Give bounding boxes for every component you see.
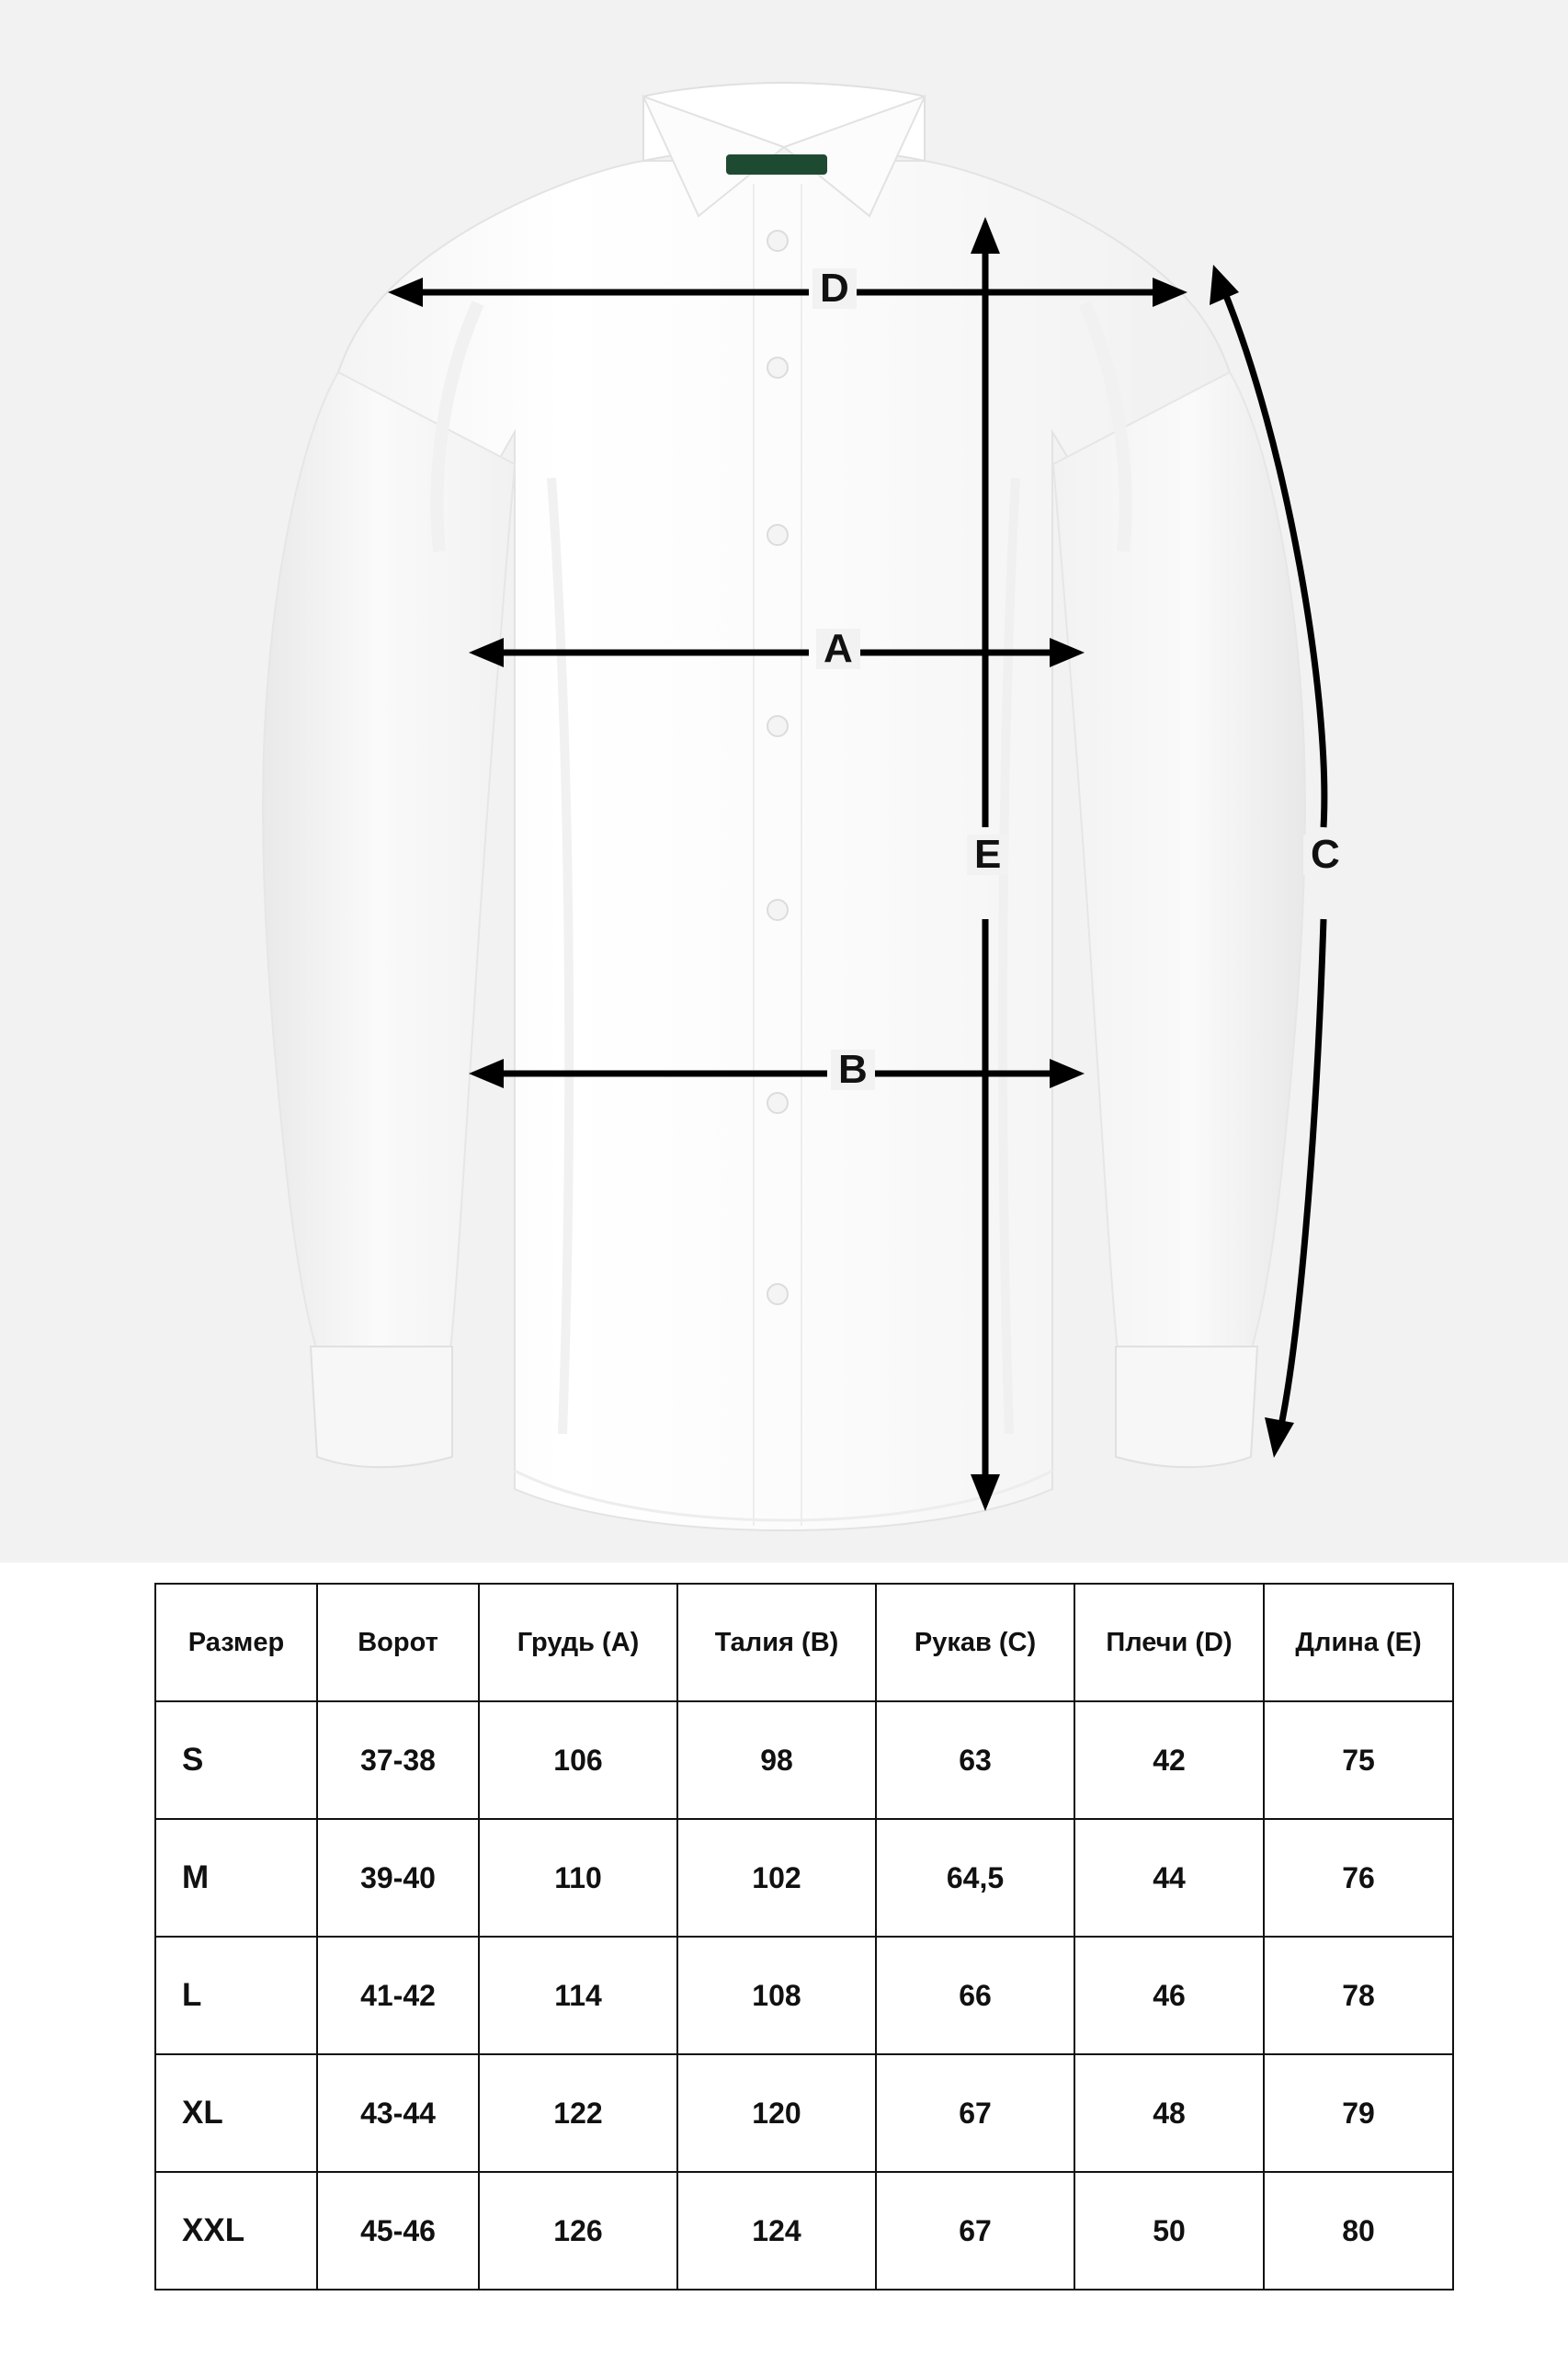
header-collar: Ворот <box>317 1584 479 1701</box>
cell-length: 75 <box>1264 1701 1453 1819</box>
cell-waist: 120 <box>677 2054 876 2172</box>
header-size: Размер <box>155 1584 317 1701</box>
cell-collar: 45-46 <box>317 2172 479 2290</box>
cell-shoulder: 44 <box>1074 1819 1264 1937</box>
cell-waist: 108 <box>677 1937 876 2054</box>
header-shoulder: Плечи (D) <box>1074 1584 1264 1701</box>
cell-size: XL <box>155 2054 317 2172</box>
cell-size: L <box>155 1937 317 2054</box>
cell-sleeve: 63 <box>876 1701 1074 1819</box>
size-table-container <box>154 1583 1422 2290</box>
label-d: D <box>812 268 857 309</box>
header-length: Длина (E) <box>1264 1584 1453 1701</box>
header-sleeve: Рукав (C) <box>876 1584 1074 1701</box>
label-e: E <box>967 835 1008 875</box>
cell-length: 76 <box>1264 1819 1453 1937</box>
cell-waist: 124 <box>677 2172 876 2290</box>
cell-shoulder: 42 <box>1074 1701 1264 1819</box>
label-c: C <box>1303 835 1347 875</box>
cell-shoulder: 50 <box>1074 2172 1264 2290</box>
cell-collar: 37-38 <box>317 1701 479 1819</box>
cell-shoulder: 48 <box>1074 2054 1264 2172</box>
cell-collar: 43-44 <box>317 2054 479 2172</box>
cell-collar: 39-40 <box>317 1819 479 1937</box>
table-header-row <box>155 1584 1453 1701</box>
cell-size: XXL <box>155 2172 317 2290</box>
cell-length: 79 <box>1264 2054 1453 2172</box>
table-row <box>155 2054 1453 2172</box>
cell-size: S <box>155 1701 317 1819</box>
cell-size: M <box>155 1819 317 1937</box>
table-row <box>155 1937 1453 2054</box>
label-a: A <box>816 629 860 669</box>
cell-sleeve: 64,5 <box>876 1819 1074 1937</box>
cell-collar: 41-42 <box>317 1937 479 2054</box>
cell-shoulder: 46 <box>1074 1937 1264 2054</box>
cell-chest: 106 <box>479 1701 677 1819</box>
table-row <box>155 2172 1453 2290</box>
cell-length: 80 <box>1264 2172 1453 2290</box>
cell-sleeve: 66 <box>876 1937 1074 2054</box>
size-chart-table <box>154 1583 1454 2290</box>
cell-chest: 110 <box>479 1819 677 1937</box>
table-row <box>155 1701 1453 1819</box>
table-row <box>155 1819 1453 1937</box>
cell-sleeve: 67 <box>876 2054 1074 2172</box>
cell-sleeve: 67 <box>876 2172 1074 2290</box>
cell-chest: 122 <box>479 2054 677 2172</box>
header-waist: Талия (B) <box>677 1584 876 1701</box>
label-b: B <box>831 1050 875 1090</box>
cell-waist: 98 <box>677 1701 876 1819</box>
cell-waist: 102 <box>677 1819 876 1937</box>
cell-chest: 126 <box>479 2172 677 2290</box>
cell-length: 78 <box>1264 1937 1453 2054</box>
header-chest: Грудь (A) <box>479 1584 677 1701</box>
cell-chest: 114 <box>479 1937 677 2054</box>
